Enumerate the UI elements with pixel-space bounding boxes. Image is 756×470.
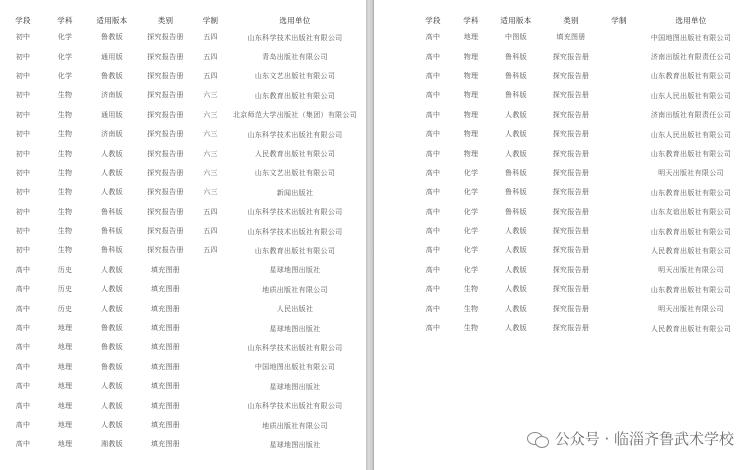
table-header-row — [414, 12, 744, 28]
cell-edition: 人教版 — [505, 265, 527, 274]
watermark-text: 公众号 · 临淄齐鲁武术学校 — [554, 430, 734, 448]
table-row — [2, 203, 362, 222]
cell-edition: 人教版 — [505, 304, 527, 313]
cell-edition: 人教版 — [505, 324, 527, 333]
cell-category: 探究报告册 — [552, 52, 590, 61]
cell-unit: 山东教育出版社有限公司 — [254, 246, 336, 255]
cell-edition: 人教版 — [101, 401, 123, 410]
cell-unit: 济南出版社有限责任公司 — [650, 111, 732, 120]
table-row — [2, 416, 362, 435]
page-gutter — [366, 0, 374, 470]
cell-edition: 人教版 — [101, 304, 123, 313]
cell-subject: 化学 — [463, 246, 479, 255]
cell-category: 探究报告册 — [147, 246, 184, 255]
cell-unit: 山东人民出版社有限公司 — [650, 91, 732, 100]
cell-unit: 山东教育出版社有限公司 — [650, 150, 732, 159]
cell-edition: 鲁科版 — [101, 227, 123, 236]
cell-system — [600, 222, 638, 241]
cell-unit: 星球地图出版社 — [269, 440, 321, 449]
cell-subject: 地理 — [463, 33, 479, 42]
cell-subject: 生物 — [57, 227, 73, 236]
cell-category: 探究报告册 — [552, 110, 590, 119]
cell-system — [193, 435, 228, 454]
cell-category: 探究报告册 — [147, 71, 184, 80]
cell-unit: 山东科学技术出版社有限公司 — [247, 402, 343, 411]
cell-edition: 鲁科版 — [101, 207, 123, 216]
table-row — [414, 164, 744, 183]
cell-unit: 中国地图出版社有限公司 — [254, 363, 336, 372]
table-row — [2, 144, 362, 163]
cell-stage: 高中 — [15, 304, 31, 313]
table-row — [2, 299, 362, 318]
cell-subject: 地理 — [57, 421, 73, 429]
table-row — [2, 164, 362, 183]
cell-unit: 山东科学技术出版社有限公司 — [247, 343, 343, 352]
cell-unit: 星球地图出版社 — [269, 382, 321, 391]
cell-system — [600, 67, 638, 86]
cell-stage: 高中 — [15, 421, 31, 429]
table-row — [414, 299, 744, 318]
cell-subject: 历史 — [57, 304, 73, 313]
cell-category: 探究报告册 — [552, 71, 590, 80]
cell-category: 探究报告册 — [147, 33, 184, 42]
cell-stage: 初中 — [15, 91, 31, 100]
cell-category: 探究报告册 — [147, 91, 184, 100]
cell-stage: 初中 — [15, 168, 31, 177]
cell-system: 六三 — [203, 110, 218, 119]
cell-subject: 物理 — [463, 110, 479, 119]
cell-edition: 人教版 — [505, 246, 527, 255]
cell-stage: 初中 — [15, 227, 31, 236]
cell-system — [600, 106, 638, 125]
header-stage: 学段 — [15, 15, 31, 25]
table-row — [414, 28, 744, 47]
cell-category: 填充图册 — [150, 324, 181, 333]
header-subject: 学科 — [57, 15, 73, 25]
cell-stage: 高中 — [425, 188, 441, 197]
cell-category: 探究报告册 — [552, 227, 590, 236]
cell-subject: 生物 — [57, 149, 73, 158]
cell-edition: 人教版 — [505, 227, 527, 236]
header-category: 类别 — [563, 15, 579, 25]
cell-system — [193, 299, 228, 318]
cell-category: 填充图册 — [150, 304, 181, 313]
cell-system: 五四 — [203, 207, 218, 216]
cell-system: 六三 — [203, 130, 218, 139]
cell-edition: 湘教版 — [101, 440, 123, 449]
cell-category: 探究报告册 — [552, 91, 590, 100]
cell-category: 探究报告册 — [552, 130, 590, 139]
table-row — [414, 183, 744, 202]
table-row — [414, 261, 744, 280]
cell-stage: 初中 — [15, 52, 31, 61]
table-row — [414, 125, 744, 144]
cell-edition: 人教版 — [101, 382, 123, 391]
cell-category: 探究报告册 — [552, 246, 590, 255]
cell-subject: 化学 — [463, 188, 479, 197]
cell-unit: 中国地图出版社有限公司 — [650, 33, 732, 42]
cell-subject: 化学 — [463, 207, 479, 216]
cell-category: 探究报告册 — [147, 52, 184, 61]
cell-subject: 生物 — [57, 130, 73, 139]
cell-system — [193, 416, 228, 435]
cell-edition: 鲁科版 — [505, 91, 527, 100]
cell-stage: 初中 — [15, 149, 31, 158]
cell-unit: 山东文艺出版社有限公司 — [254, 169, 336, 178]
cell-subject: 生物 — [57, 246, 73, 255]
cell-unit: 山东科学技术出版社有限公司 — [247, 208, 343, 217]
cell-unit: 北京师范大学出版社（集团）有限公司 — [232, 111, 358, 120]
cell-unit: 地质出版社有限公司 — [262, 285, 328, 294]
header-unit: 选用单位 — [279, 15, 311, 25]
cell-edition: 人教版 — [101, 188, 123, 197]
cell-category: 探究报告册 — [147, 168, 184, 177]
left-document-page — [0, 0, 366, 470]
cell-stage: 高中 — [15, 285, 31, 294]
table-row — [2, 47, 362, 66]
cell-category: 探究报告册 — [552, 188, 590, 197]
cell-edition: 通用版 — [101, 52, 123, 61]
cell-system — [600, 241, 638, 260]
cell-subject: 生物 — [57, 168, 73, 177]
cell-stage: 高中 — [425, 246, 441, 255]
table-row — [414, 106, 744, 125]
cell-edition: 人教版 — [101, 285, 123, 294]
cell-unit: 山东友谊出版社有限公司 — [650, 208, 732, 217]
cell-unit: 星球地图出版社 — [269, 324, 321, 333]
cell-subject: 物理 — [463, 149, 479, 158]
cell-subject: 地理 — [57, 382, 73, 391]
cell-category: 填充图册 — [150, 440, 181, 449]
cell-system — [600, 47, 638, 66]
table-row — [2, 261, 362, 280]
cell-stage: 高中 — [425, 285, 441, 294]
cell-subject: 地理 — [57, 343, 73, 352]
cell-stage: 高中 — [15, 440, 31, 449]
cell-unit: 山东教育出版社有限公司 — [650, 285, 732, 294]
table-row — [2, 183, 362, 202]
cell-system — [193, 358, 228, 377]
cell-subject: 地理 — [57, 362, 73, 371]
table-row — [414, 47, 744, 66]
table-row — [2, 435, 362, 454]
cell-stage: 初中 — [15, 130, 31, 139]
cell-stage: 高中 — [15, 324, 31, 333]
cell-unit: 明天出版社有限公司 — [658, 266, 724, 275]
cell-subject: 化学 — [463, 265, 479, 274]
cell-stage: 初中 — [15, 246, 31, 255]
cell-edition: 鲁科版 — [505, 71, 527, 80]
cell-stage: 初中 — [15, 110, 31, 119]
cell-category: 探究报告册 — [147, 227, 184, 236]
cell-stage: 高中 — [425, 265, 441, 274]
cell-edition: 人教版 — [505, 110, 527, 119]
table-row — [2, 86, 362, 105]
cell-unit: 人民教育出版社有限公司 — [650, 246, 732, 255]
cell-category: 探究报告册 — [552, 149, 590, 158]
cell-system: 五四 — [203, 52, 218, 61]
header-category: 类别 — [157, 15, 174, 25]
cell-subject: 生物 — [463, 304, 479, 313]
cell-category: 填充图册 — [150, 362, 181, 371]
cell-subject: 物理 — [463, 130, 479, 139]
cell-stage: 初中 — [15, 71, 31, 80]
cell-system: 五四 — [203, 33, 218, 42]
table-row — [414, 86, 744, 105]
cell-subject: 化学 — [463, 168, 479, 177]
cell-category: 填充图册 — [150, 401, 181, 410]
cell-subject: 生物 — [57, 207, 73, 216]
cell-system — [600, 203, 638, 222]
cell-system — [193, 377, 228, 396]
cell-edition: 人教版 — [505, 130, 527, 139]
table-row — [2, 338, 362, 357]
header-subject: 学科 — [463, 15, 479, 25]
cell-unit: 山东人民出版社有限公司 — [650, 130, 732, 139]
cell-stage: 高中 — [425, 324, 441, 333]
cell-system — [193, 319, 228, 338]
cell-edition: 鲁科版 — [505, 207, 527, 216]
table-row — [414, 144, 744, 163]
table-row — [414, 67, 744, 86]
table-row — [414, 222, 744, 241]
cell-unit: 山东科学技术出版社有限公司 — [247, 130, 343, 139]
cell-category: 探究报告册 — [147, 110, 184, 119]
cell-stage: 高中 — [425, 52, 441, 61]
cell-unit: 新闻出版社 — [276, 188, 314, 197]
cell-edition: 鲁科版 — [101, 246, 123, 255]
cell-edition: 人教版 — [101, 265, 123, 274]
cell-category: 探究报告册 — [552, 168, 590, 177]
cell-unit: 山东教育出版社有限公司 — [254, 91, 336, 100]
cell-system: 六三 — [203, 168, 218, 177]
cell-edition: 鲁科版 — [505, 52, 527, 61]
header-system: 学制 — [611, 15, 627, 25]
cell-stage: 初中 — [15, 207, 31, 216]
table-row — [2, 67, 362, 86]
cell-category: 探究报告册 — [552, 265, 590, 274]
cell-edition: 人教版 — [505, 285, 527, 294]
cell-unit: 地质出版社有限公司 — [262, 421, 328, 430]
cell-system — [600, 299, 638, 318]
cell-unit: 明天出版社有限公司 — [658, 169, 724, 178]
cell-subject: 化学 — [57, 71, 73, 80]
cell-edition: 中图版 — [505, 33, 527, 42]
cell-subject: 地理 — [57, 401, 73, 410]
cell-subject: 地理 — [57, 324, 73, 333]
cell-subject: 物理 — [463, 91, 479, 100]
cell-system — [193, 338, 228, 357]
cell-system — [600, 261, 638, 280]
cell-unit: 山东文艺出版社有限公司 — [254, 72, 336, 81]
cell-system: 五四 — [203, 246, 218, 255]
right-selection-table — [414, 12, 744, 338]
cell-edition: 鲁教版 — [101, 71, 123, 80]
cell-category: 探究报告册 — [147, 207, 184, 216]
table-row — [2, 319, 362, 338]
cell-category: 探究报告册 — [552, 304, 590, 313]
cell-edition: 通用版 — [101, 110, 123, 119]
cell-system — [600, 164, 638, 183]
cell-subject: 历史 — [57, 265, 73, 274]
cell-system: 五四 — [203, 71, 218, 80]
table-row — [2, 377, 362, 396]
table-row — [2, 241, 362, 260]
cell-subject: 生物 — [463, 285, 479, 294]
cell-stage: 高中 — [425, 91, 441, 100]
cell-stage: 高中 — [425, 33, 441, 42]
cell-subject: 生物 — [57, 91, 73, 100]
cell-edition: 鲁教版 — [101, 324, 123, 333]
cell-subject: 地理 — [57, 440, 73, 449]
cell-stage: 高中 — [425, 304, 441, 313]
cell-unit: 济南出版社有限责任公司 — [650, 53, 732, 62]
table-row — [414, 203, 744, 222]
header-stage: 学段 — [425, 15, 441, 25]
cell-system: 六三 — [203, 188, 218, 197]
cell-subject: 生物 — [463, 324, 479, 333]
cell-stage: 高中 — [15, 401, 31, 410]
cell-edition: 人教版 — [505, 149, 527, 158]
cell-system — [600, 125, 638, 144]
header-edition: 适用版本 — [96, 15, 128, 25]
cell-stage: 高中 — [425, 71, 441, 80]
table-row — [2, 125, 362, 144]
cell-system — [193, 280, 228, 299]
cell-system: 六三 — [203, 91, 218, 100]
cell-stage: 高中 — [425, 227, 441, 236]
cell-category: 探究报告册 — [552, 324, 590, 333]
cell-unit: 山东科学技术出版社有限公司 — [247, 227, 343, 236]
cell-system: 六三 — [203, 149, 218, 158]
cell-stage: 高中 — [425, 130, 441, 139]
cell-edition: 鲁教版 — [101, 362, 123, 371]
cell-system — [600, 144, 638, 163]
cell-stage: 高中 — [425, 168, 441, 177]
cell-category: 填充图册 — [150, 382, 181, 391]
cell-subject: 生物 — [57, 188, 73, 197]
cell-unit: 山东科学技术出版社有限公司 — [247, 33, 343, 42]
cell-system — [600, 319, 638, 338]
cell-category: 探究报告册 — [147, 149, 184, 158]
cell-edition: 济南版 — [101, 130, 123, 139]
cell-system: 五四 — [203, 227, 218, 236]
cell-stage: 初中 — [15, 188, 31, 197]
header-unit: 选用单位 — [675, 15, 707, 25]
cell-category: 填充图册 — [150, 285, 181, 294]
cell-category: 填充图册 — [150, 265, 181, 274]
cell-unit: 青岛出版社有限公司 — [262, 53, 328, 62]
table-row — [2, 222, 362, 241]
cell-unit: 山东教育出版社有限公司 — [650, 227, 732, 236]
cell-unit: 人民教育出版社有限公司 — [650, 324, 732, 333]
cell-subject: 化学 — [57, 33, 73, 42]
cell-edition: 人教版 — [101, 421, 123, 429]
cell-subject: 物理 — [463, 52, 479, 61]
cell-unit: 山东教育出版社有限公司 — [650, 72, 732, 81]
header-edition: 适用版本 — [500, 15, 532, 25]
table-row — [2, 28, 362, 47]
wechat-watermark — [527, 428, 734, 449]
cell-unit: 人民出版社 — [276, 305, 314, 314]
cell-unit: 星球地图出版社 — [269, 266, 321, 275]
cell-system — [193, 396, 228, 415]
cell-category: 填充图册 — [556, 33, 586, 42]
cell-unit: 山东教育出版社有限公司 — [650, 188, 732, 197]
cell-stage: 高中 — [425, 149, 441, 158]
cell-stage: 高中 — [425, 110, 441, 119]
cell-category: 填充图册 — [150, 421, 181, 429]
wechat-official-account-icon — [527, 430, 549, 448]
cell-stage: 高中 — [15, 382, 31, 391]
cell-category: 探究报告册 — [147, 130, 184, 139]
table-header-row — [2, 12, 362, 28]
cell-edition: 济南版 — [101, 91, 123, 100]
table-row — [2, 358, 362, 377]
cell-unit: 明天出版社有限公司 — [658, 305, 724, 314]
cell-category: 填充图册 — [150, 343, 181, 352]
cell-edition: 人教版 — [101, 168, 123, 177]
right-document-page — [374, 0, 756, 470]
cell-edition: 鲁教版 — [101, 33, 123, 42]
table-row — [414, 241, 744, 260]
cell-system — [600, 86, 638, 105]
table-row — [414, 319, 744, 338]
header-system: 学制 — [202, 15, 219, 25]
cell-edition: 鲁科版 — [505, 188, 527, 197]
cell-stage: 高中 — [15, 343, 31, 352]
cell-subject: 化学 — [57, 52, 73, 61]
cell-subject: 历史 — [57, 285, 73, 294]
cell-edition: 人教版 — [101, 149, 123, 158]
cell-system — [600, 183, 638, 202]
cell-unit: 人民教育出版社有限公司 — [254, 150, 336, 159]
cell-subject: 化学 — [463, 227, 479, 236]
cell-subject: 物理 — [463, 71, 479, 80]
cell-subject: 生物 — [57, 110, 73, 119]
cell-category: 探究报告册 — [552, 207, 590, 216]
table-row — [2, 396, 362, 415]
left-selection-table — [2, 12, 362, 455]
table-row — [2, 106, 362, 125]
cell-edition: 鲁科版 — [505, 168, 527, 177]
table-row — [414, 280, 744, 299]
cell-category: 探究报告册 — [552, 285, 590, 294]
cell-category: 探究报告册 — [147, 188, 184, 197]
cell-system — [193, 261, 228, 280]
cell-stage: 高中 — [15, 362, 31, 371]
cell-system — [600, 280, 638, 299]
cell-stage: 高中 — [425, 207, 441, 216]
cell-stage: 初中 — [15, 33, 31, 42]
cell-stage: 高中 — [15, 265, 31, 274]
cell-system — [600, 28, 638, 47]
table-row — [2, 280, 362, 299]
cell-edition: 鲁教版 — [101, 343, 123, 352]
